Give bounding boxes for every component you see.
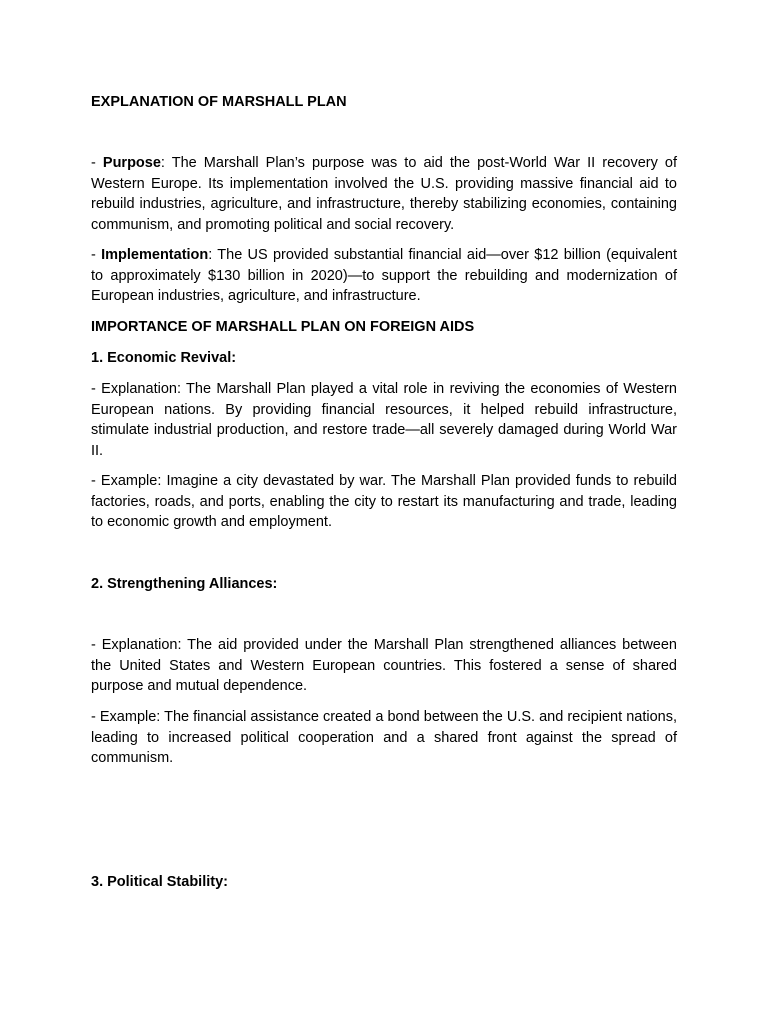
document-title: EXPLANATION OF MARSHALL PLAN [91,94,347,110]
importance-heading: IMPORTANCE OF MARSHALL PLAN ON FOREIGN AIDS [91,319,475,335]
implementation-text: : The US provided substantial financial aid—over $12 billion (equivalent to approximately $130 billion in 2020)—to support the rebuilding and modernization of European industries, agriculture, and infrastructure. [91,247,678,305]
economic-revival-example: - Example: Imagine a city devastated by war. The Marshall Plan provided funds to rebuild factories, roads, and ports, enabling the city to restart its manufacturing and trade, leading to economic growth and employment. [91,473,677,531]
purpose-paragraph [91,153,677,236]
purpose-label: Purpose [102,155,161,171]
section-heading-economic-revival: 1. Economic Revival: [91,350,237,366]
economic-revival-explanation: - Explanation: The Marshall Plan played a vital role in reviving the economies of Western European nations. By providing financial resources, it helped rebuild infrastructure, stimulate industrial production, and restore trade—all severely damaged during World War II. [91,381,677,460]
alliances-explanation: - Explanation: The aid provided under the Marshall Plan strengthened alliances between the United States and Western European countries. This fostered a sense of shared purpose and mutual dependence. [91,637,677,695]
section-heading-political-stability: 3. Political Stability: [91,874,228,890]
implementation-label: Implementation [101,247,209,263]
purpose-text: : The Marshall Plan’s purpose was to aid the post-World War II recovery of Western Europe. Its implementation involved the U.S. providing massive financial aid to rebuild industries, agriculture, and infrastructure, thereby stabilizing economies, containing communism, and promoting political and social recovery. [91,155,678,234]
purpose-prefix: - [91,155,103,171]
section-heading-strengthening-alliances: 2. Strengthening Alliances: [91,576,278,592]
implementation-paragraph [91,245,677,307]
implementation-prefix: - [91,247,102,263]
alliances-example: - Example: The financial assistance created a bond between the U.S. and recipient nations, leading to increased political cooperation and a shared front against the spread of communism. [91,709,677,767]
